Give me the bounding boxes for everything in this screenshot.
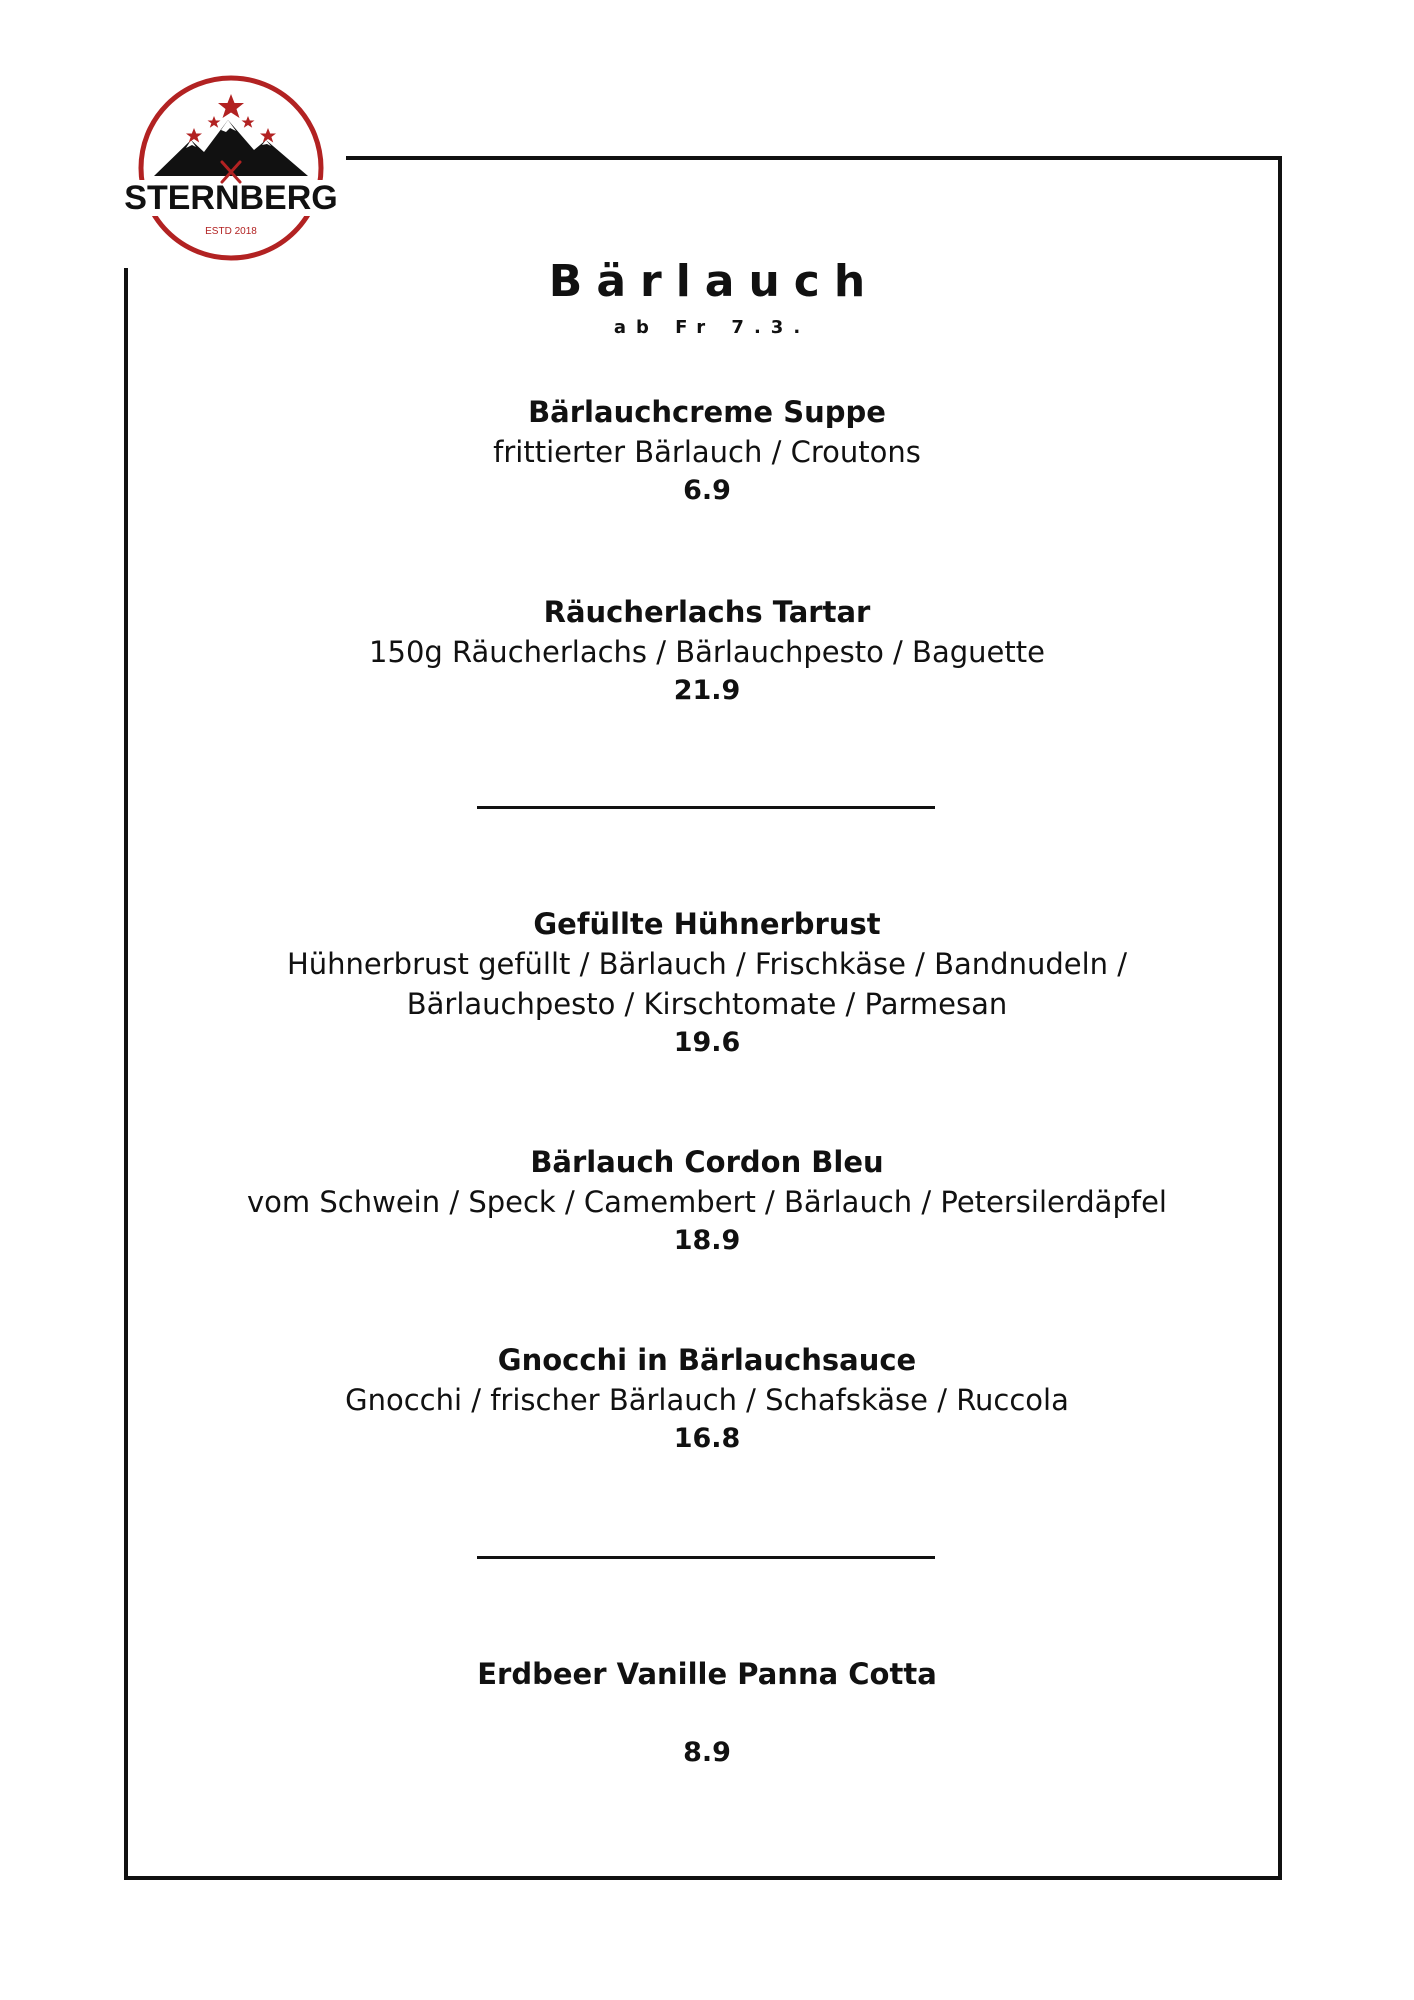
dish-price: 16.8 [673, 1423, 741, 1454]
section-divider [477, 1556, 935, 1559]
dish-description: frittierter Bärlauch / Croutons [493, 435, 921, 469]
brand-established: ESTD 2018 [205, 226, 257, 237]
dish-description: Bärlauchpesto / Kirschtomate / Parmesan [406, 987, 1008, 1021]
dish-name: Bärlauchcreme Suppe [528, 395, 886, 429]
dish-item [160, 1654, 1254, 1772]
brand-name: STERNBERG [124, 179, 338, 217]
menu-subtitle: ab Fr 7.3. [613, 317, 811, 338]
dish-price: 21.9 [673, 675, 741, 706]
dish-name: Gnocchi in Bärlauchsauce [497, 1343, 917, 1377]
menu-title: Bärlauch [548, 256, 880, 307]
dish-price: 8.9 [683, 1737, 731, 1768]
dish-item [160, 1142, 1254, 1260]
dish-price: 18.9 [673, 1225, 741, 1256]
dish-name: Gefüllte Hühnerbrust [533, 907, 881, 941]
dish-description: 150g Räucherlachs / Bärlauchpesto / Baguette [369, 635, 1045, 669]
dish-price: 6.9 [683, 475, 731, 506]
dish-description: Hühnerbrust gefüllt / Bärlauch / Frischkäse / Bandnudeln / [286, 947, 1128, 981]
dish-item [160, 392, 1254, 510]
dish-description: Gnocchi / frischer Bärlauch / Schafskäse / Ruccola [345, 1383, 1069, 1417]
dish-name: Räucherlachs Tartar [543, 595, 871, 629]
dish-name: Bärlauch Cordon Bleu [530, 1145, 884, 1179]
dish-name: Erdbeer Vanille Panna Cotta [477, 1657, 937, 1691]
dish-description: vom Schwein / Speck / Camembert / Bärlauch / Petersilerdäpfel [247, 1185, 1167, 1219]
dish-price: 19.6 [673, 1027, 741, 1058]
section-divider [477, 806, 935, 809]
brand-logo [116, 68, 346, 268]
sternberg-logo-icon [116, 68, 346, 268]
dish-item [160, 592, 1254, 710]
dish-item [160, 1340, 1254, 1458]
dish-item [160, 904, 1254, 1062]
